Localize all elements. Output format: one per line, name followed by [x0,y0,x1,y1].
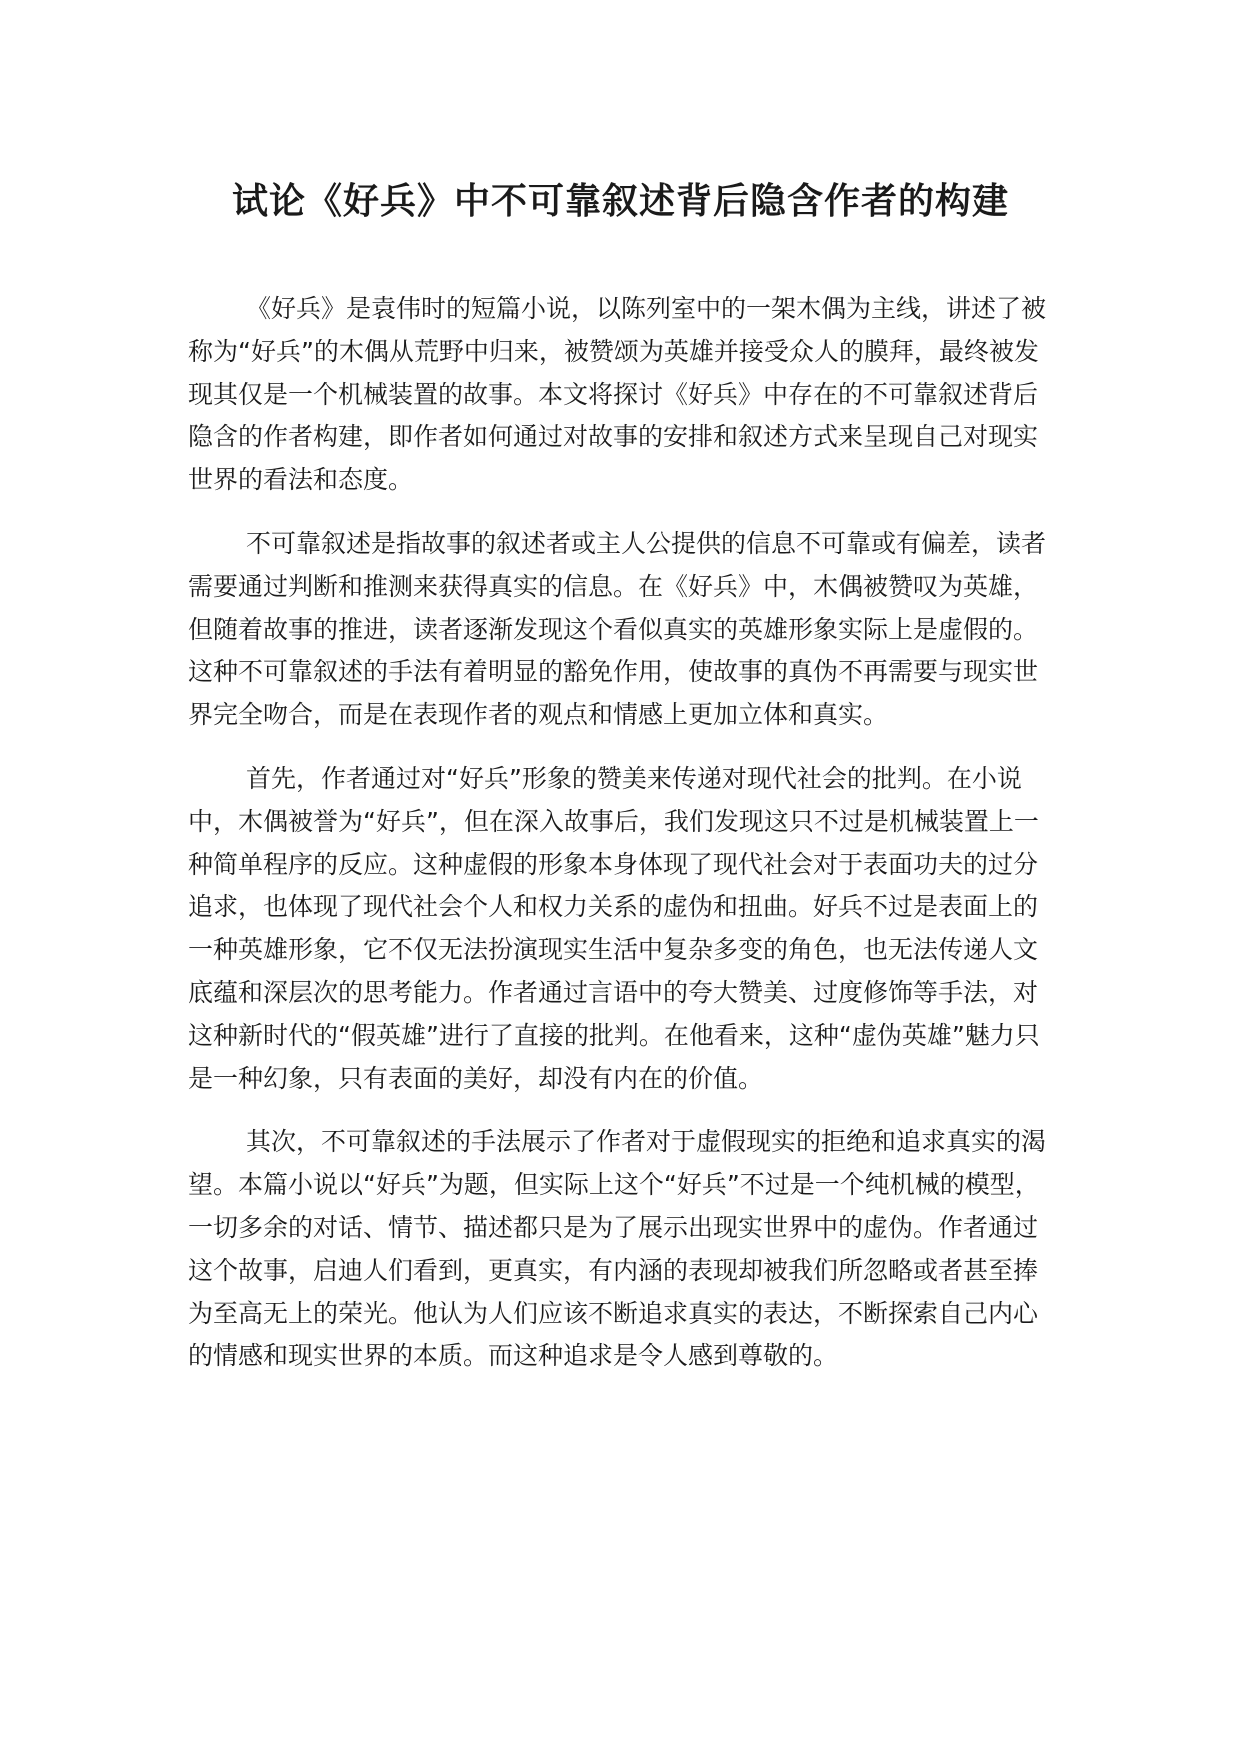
document-title: 试论《好兵》中不可靠叙述背后隐含作者的构建 [231,181,1009,222]
document-body [188,288,1048,1399]
paragraph-1: 《好兵》是袁伟时的短篇小说，以陈列室中的一架木偶为主线，讲述了被称为“好兵”的木偶从荒野中归来，被赞颂为英雄并接受众人的膜拜，最终被发现其仅是一个机械装置的故事。本文将探讨《好兵》中存在的不可靠叙述背后隐含的作者构建，即作者如何通过对故事的安排和叙述方式来呈现自己对现实世界的看法和态度。 [188,294,1047,495]
paragraph-4: 其次，不可靠叙述的手法展示了作者对于虚假现实的拒绝和追求真实的渴望。本篇小说以“好兵”为题，但实际上这个“好兵”不过是一个纯机械的模型，一切多余的对话、情节、描述都只是为了展示出现实世界中的虚伪。作者通过这个故事，启迪人们看到，更真实，有内涵的表现却被我们所忽略或者甚至捧为至高无上的荣光。他认为人们应该不断追求真实的表达，不断探索自己内心的情感和现实世界的本质。而这种追求是令人感到尊敬的。 [188,1127,1047,1371]
paragraph-2: 不可靠叙述是指故事的叙述者或主人公提供的信息不可靠或有偏差，读者需要通过判断和推测来获得真实的信息。在《好兵》中，木偶被赞叹为英雄，但随着故事的推进，读者逐渐发现这个看似真实的英雄形象实际上是虚假的。这种不可靠叙述的手法有着明显的豁免作用，使故事的真伪不再需要与现实世界完全吻合，而是在表现作者的观点和情感上更加立体和真实。 [188,528,1047,730]
paragraph-3: 首先，作者通过对“好兵”形象的赞美来传递对现代社会的批判。在小说中，木偶被誉为“好兵”，但在深入故事后，我们发现这只不过是机械装置上一种简单程序的反应。这种虚假的形象本身体现了现代社会对于表面功夫的过分追求，也体现了现代社会个人和权力关系的虚伪和扭曲。好兵不过是表面上的一种英雄形象，它不仅无法扮演现实生活中复杂多变的角色，也无法传递人文底蕴和深层次的思考能力。作者通过言语中的夸大赞美、过度修饰等手法，对这种新时代的“假英雄”进行了直接的批判。在他看来，这种“虚伪英雄”魅力只是一种幻象，只有表面的美好，却没有内在的价值。 [188,763,1040,1093]
